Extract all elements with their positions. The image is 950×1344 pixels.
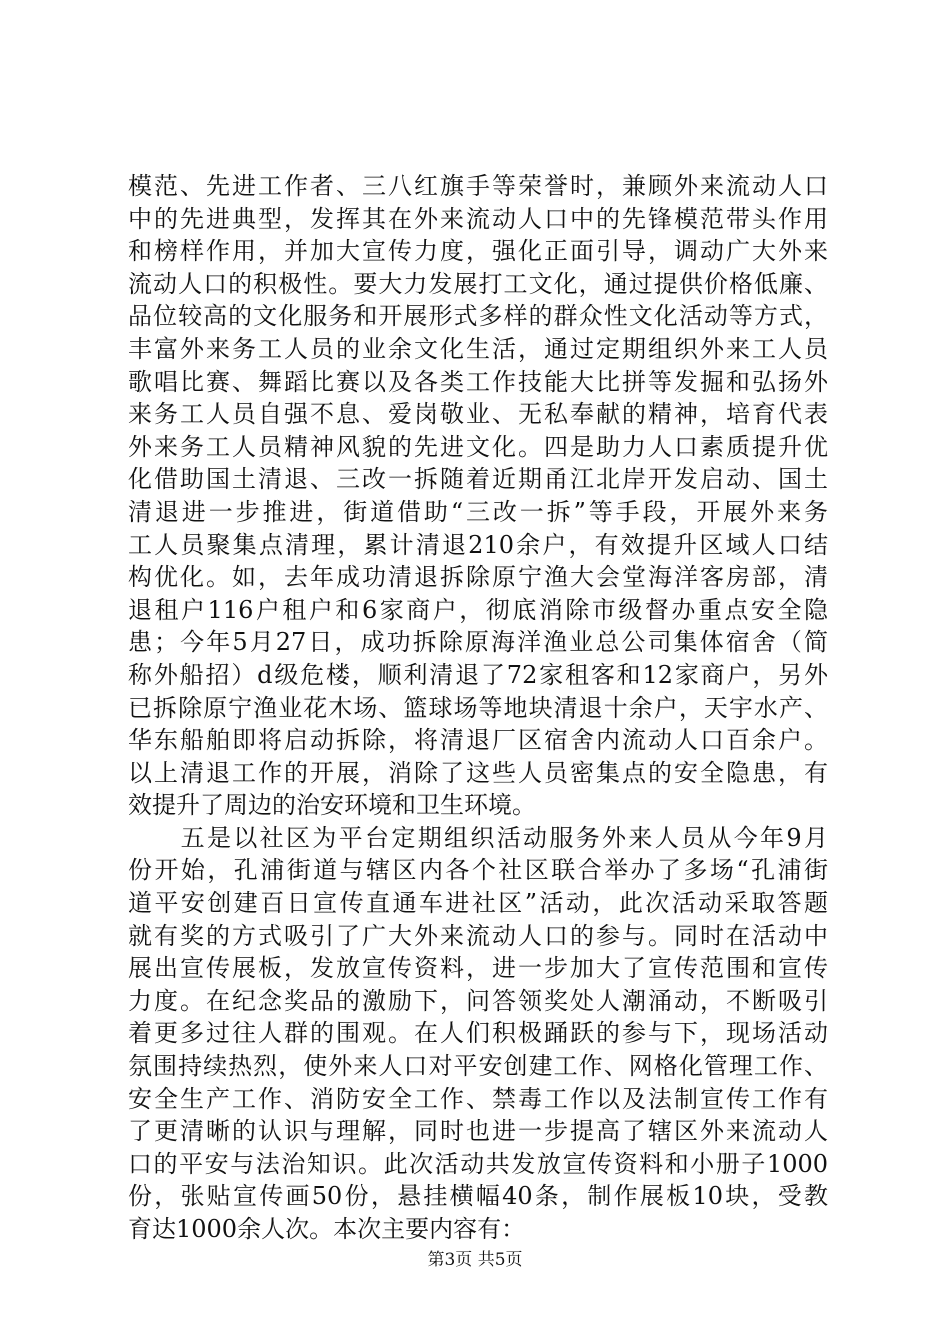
text-line: 清退进一步推进，街道借助“三改一拆”等手段，开展外来务 (128, 497, 828, 526)
text-line: 已拆除原宁渔业花木场、篮球场等地块清退十余户，天宇水产、 (128, 693, 828, 722)
text-line: 模范、先进工作者、三八红旗手等荣誉时，兼顾外来流动人口 (128, 172, 828, 200)
text-line: 歌唱比赛、舞蹈比赛以及各类工作技能大比拼等发掘和弘扬外 (128, 367, 828, 396)
text-line: 来务工人员自强不息、爱岗敬业、无私奉献的精神，培育代表 (128, 400, 828, 429)
text-line: 工人员聚集点清理，累计清退210余户，有效提升区域人口结 (128, 530, 828, 559)
text-line: 着更多过往人群的围观。在人们积极踊跃的参与下，现场活动 (128, 1019, 828, 1048)
text-line: 华东船舶即将启动拆除，将清退厂区宿舍内流动人口百余户。 (128, 726, 828, 755)
text-line: 力度。在纪念奖品的激励下，问答领奖处人潮涌动，不断吸引 (128, 986, 828, 1015)
text-line: 品位较高的文化服务和开展形式多样的群众性文化活动等方式， (128, 302, 828, 331)
text-line: 和榜样作用，并加大宣传力度，强化正面引导，调动广大外来 (128, 237, 828, 266)
text-line: 就有奖的方式吸引了广大外来流动人口的参与。同时在活动中 (128, 921, 828, 950)
text-line: 退租户116户租户和6家商户，彻底消除市级督办重点安全隐 (128, 595, 828, 624)
text-line: 展出宣传展板，发放宣传资料，进一步加大了宣传范围和宣传 (128, 954, 828, 983)
text-line: 构优化。如，去年成功清退拆除原宁渔大会堂海洋客房部，清 (128, 563, 828, 592)
text-line: 外来务工人员精神风貌的先进文化。四是助力人口素质提升优 (128, 432, 828, 461)
text-line: 份，张贴宣传画50份，悬挂横幅40条，制作展板10块，受教 (128, 1182, 828, 1211)
page-number-footer: 第3页 共5页 (427, 1250, 523, 1270)
text-line: 五是以社区为平台定期组织活动服务外来人员从今年9月 (128, 823, 828, 852)
text-line: 安全生产工作、消防安全工作、禁毒工作以及法制宣传工作有 (128, 1084, 828, 1113)
text-line: 了更清晰的认识与理解，同时也进一步提高了辖区外来流动人 (128, 1117, 828, 1146)
document-body (128, 170, 828, 1246)
text-line: 口的平安与法治知识。此次活动共发放宣传资料和小册子1000 (128, 1149, 828, 1178)
text-line: 氛围持续热烈，使外来人口对平安创建工作、网格化管理工作、 (128, 1052, 828, 1081)
text-line: 称外船招）d级危楼，顺利清退了72家租客和12家商户，另外 (128, 660, 828, 689)
text-line: 中的先进典型，发挥其在外来流动人口中的先锋模范带头作用 (128, 204, 828, 233)
text-line: 道平安创建百日宣传直通车进社区”活动，此次活动采取答题 (128, 889, 828, 918)
text-line: 化借助国土清退、三改一拆随着近期甬江北岸开发启动、国土 (128, 465, 828, 494)
text-line: 患；今年5月27日，成功拆除原海洋渔业总公司集体宿舍（简 (128, 628, 828, 657)
text-line: 份开始，孔浦街道与辖区内各个社区联合举办了多场“孔浦街 (128, 856, 828, 885)
text-line: 丰富外来务工人员的业余文化生活，通过定期组织外来工人员 (128, 334, 828, 363)
text-line: 育达1000余人次。本次主要内容有： (128, 1215, 526, 1243)
text-line: 效提升了周边的治安环境和卫生环境。 (128, 791, 536, 820)
text-line: 以上清退工作的开展，消除了这些人员密集点的安全隐患，有 (128, 758, 828, 787)
text-line: 流动人口的积极性。要大力发展打工文化，通过提供价格低廉、 (128, 269, 828, 298)
